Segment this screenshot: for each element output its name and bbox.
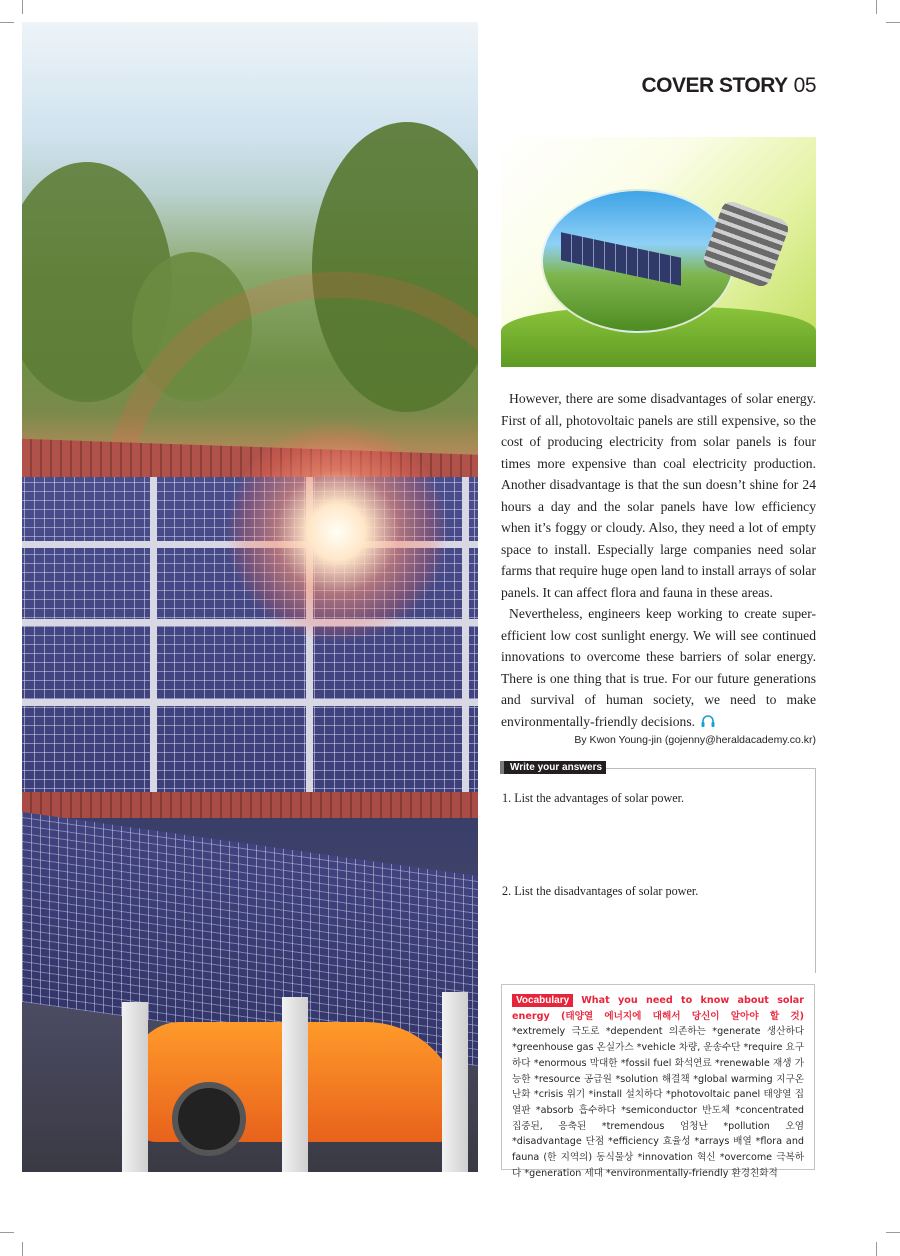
answers-box — [501, 762, 816, 973]
solar-carport-photo — [22, 22, 478, 1172]
answers-label: Write your answers — [500, 761, 606, 774]
crop-mark — [876, 1242, 877, 1256]
section-title: COVER STORY — [641, 74, 788, 97]
crop-mark — [0, 1232, 14, 1233]
headphones-icon[interactable] — [701, 715, 715, 727]
article-paragraph: Nevertheless, engineers keep working to create super-efficient low cost sunlight energy. We will see continued innovations to overcome these barriers of solar energy. There is one thing that is true. For our future generations and survival of human society, we need to make environmentally-friendly decisions. — [501, 606, 816, 729]
crop-mark — [22, 1242, 23, 1256]
question-2: 2. List the disadvantages of solar power. — [502, 884, 699, 898]
vocabulary-title: What you need to know about solar energy (태양열 에너지에 대해서 당신이 알아야 할 것) — [512, 995, 804, 1022]
crop-mark — [22, 0, 23, 14]
article-body — [501, 388, 816, 732]
vocabulary-label: Vocabulary — [512, 994, 573, 1007]
crop-mark — [886, 22, 900, 23]
crop-mark — [886, 1232, 900, 1233]
question-1: 1. List the advantages of solar power. — [502, 791, 685, 805]
lightbulb-solar-image — [501, 137, 816, 367]
page-number: 05 — [793, 74, 816, 97]
vocabulary-box — [501, 984, 815, 1179]
article-paragraph: However, there are some disadvantages of solar energy. First of all, photovoltaic panels are still expensive, so the cost of producing electricity from solar panels is four times more expensive than coal electricity production. Another disadvantage is that the sun doesn’t shine for 24 hours a day and the solar panels have low efficiency when it’s foggy or cloudy. Also, they need a lot of empty space to install. Especially large companies need solar farms that require huge open land to install arrays of solar panels. It can affect flora and fauna in these areas. — [501, 391, 816, 600]
byline: By Kwon Young-jin (gojenny@heraldacademy.co.kr) — [574, 734, 816, 746]
crop-mark — [0, 22, 14, 23]
section-header — [641, 74, 816, 98]
crop-mark — [876, 0, 877, 14]
vocabulary-list: *extremely 극도로 *dependent 의존하는 *generate 생산하다 *greenhouse gas 온실가스 *vehicle 차량, 운송수단 *require 요구하다 *enormous 막대한 *fossil fuel 화석연료 *renewable 재생 가능한 *resource 공급원 *solution 해결책 *global warming 지구온난화 *crisis 위기 *install 설치하다 *photovoltaic panel 태양열 집열판 *absorb 흡수하다 *semiconductor 반도체 *concentrated 집중된, 응축된 *tremendous 엄청난 *pollution 오염 *disadvantage 단점 *efficiency 효율성 *arrays 배열 *flora and fauna (한 지역의) 동식물상 *innovation 혁신 *overcome 극복하다 *generation 세대 *environmentally-friendly 환경친화적 — [512, 1026, 804, 1179]
